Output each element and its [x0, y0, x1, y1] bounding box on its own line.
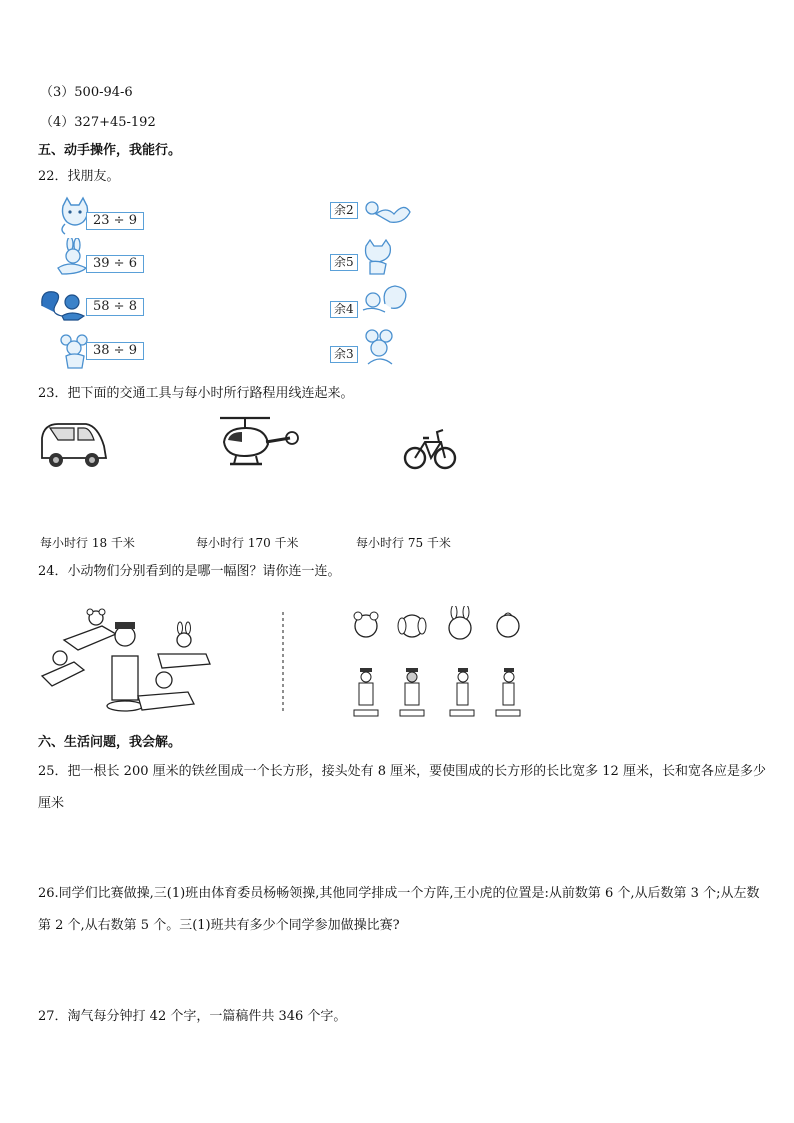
- question-4-expression: （4）327+45-192: [40, 115, 156, 130]
- officer-left-icon: [450, 668, 474, 716]
- officer-right-icon: [496, 668, 520, 716]
- question-23-title: 23．把下面的交通工具与每小时所行路程用线连起来。: [38, 386, 354, 401]
- section-5-heading: 五、动手操作，我能行。: [38, 143, 182, 158]
- dashed-divider: [280, 612, 286, 714]
- division-23-9: 23 ÷ 9: [86, 212, 144, 230]
- rabbit-icon: [358, 328, 400, 366]
- rabbit-head-icon: [449, 606, 471, 639]
- officer-front-icon: [354, 668, 378, 716]
- remainder-3: 余3: [330, 346, 358, 363]
- chick-head-icon: [497, 613, 519, 637]
- squirrel-icon: [38, 286, 90, 322]
- speed-option-1: 每小时行 18 千米: [40, 536, 135, 550]
- question-24-title: 24．小动物们分别看到的是哪一幅图？请你连一连。: [38, 564, 341, 579]
- officer-back-icon: [400, 668, 424, 716]
- question-25-text: 25．把一根长 200 厘米的铁丝围成一个长方形，接头处有 8 厘米，要使围成的长方形的长比宽多 12 厘米，长和宽各应是多少厘米: [38, 764, 766, 811]
- squirrel-icon: [355, 282, 411, 318]
- animals-in-cars-scene: [38, 596, 218, 720]
- speed-option-3: 每小时行 75 千米: [356, 536, 451, 550]
- question-26-text: 26.同学们比赛做操,三(1)班由体育委员杨畅领操,其他同学排成一个方阵,王小虎的位置是:从前数第 6 个,从后数第 3 个;从左数第 2 个,从右数第 5 个。三(1)班共有多少个同学参加做操比赛?: [38, 886, 760, 933]
- question-3-expression: （3）500-94-6: [40, 85, 133, 100]
- section-6-heading: 六、生活问题，我会解。: [38, 735, 182, 750]
- speed-option-2: 每小时行 170 千米: [196, 536, 299, 550]
- squirrel-icon: [360, 196, 412, 226]
- remainder-5: 余5: [330, 254, 358, 271]
- helicopter-icon: [216, 412, 300, 474]
- animal-heads-row: [350, 606, 530, 642]
- division-39-6: 39 ÷ 6: [86, 255, 144, 273]
- cat-icon: [360, 238, 400, 276]
- remainder-4: 余4: [330, 301, 358, 318]
- car-icon: [36, 418, 110, 470]
- question-27-text: 27．淘气每分钟打 42 个字，一篇稿件共 346 个字。: [38, 1009, 347, 1024]
- division-58-8: 58 ÷ 8: [86, 298, 144, 316]
- bicycle-icon: [403, 414, 457, 474]
- division-38-9: 38 ÷ 9: [86, 342, 144, 360]
- question-22-title: 22．找朋友。: [38, 169, 120, 184]
- bear-head-icon: [354, 612, 378, 637]
- dog-head-icon: [398, 615, 426, 637]
- officer-views-row: [350, 664, 530, 720]
- remainder-2: 余2: [330, 202, 358, 219]
